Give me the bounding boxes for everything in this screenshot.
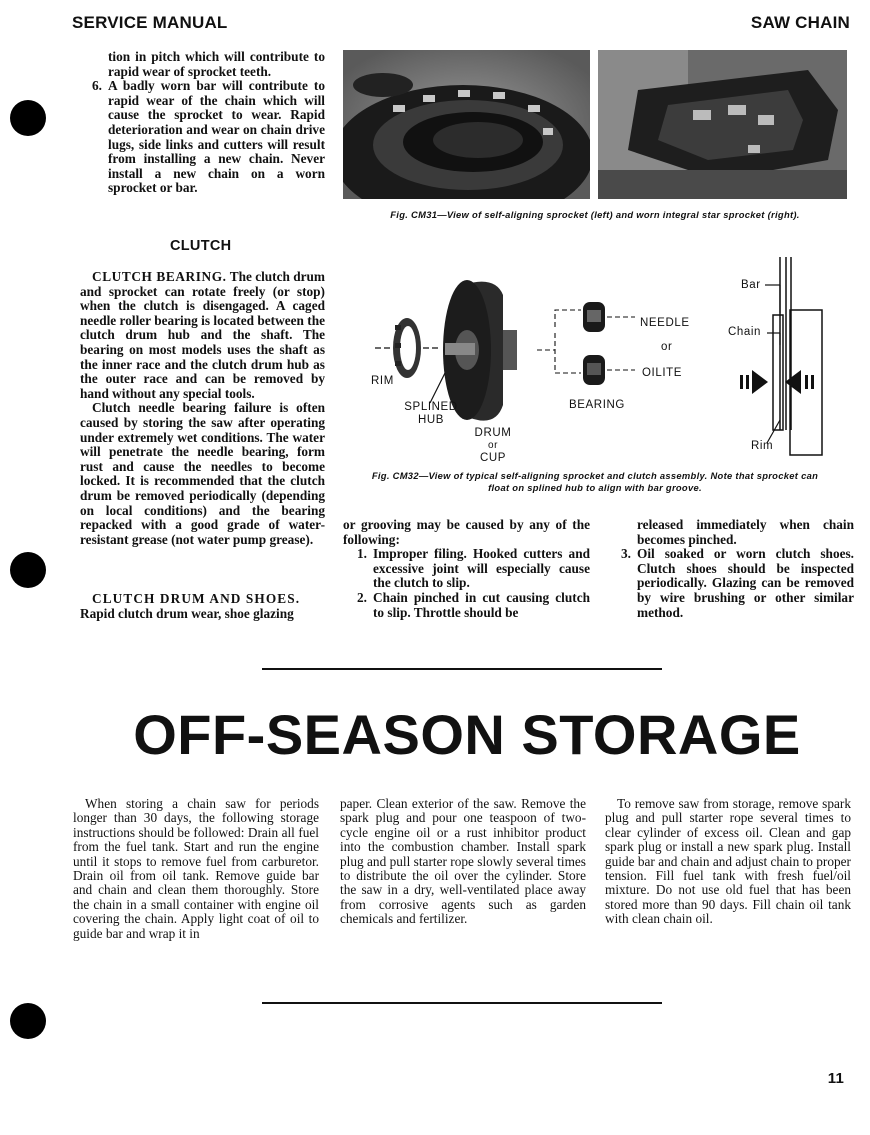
storage-col2 bbox=[340, 797, 586, 927]
list-item-6 bbox=[80, 79, 325, 196]
label-splined-hub bbox=[401, 401, 461, 427]
photo-self-aligning-sprocket bbox=[343, 50, 590, 199]
label-chain: Chain bbox=[728, 326, 762, 338]
header-left: SERVICE MANUAL bbox=[72, 13, 228, 32]
list-item-3 bbox=[605, 547, 854, 620]
list-number: 6. bbox=[92, 78, 102, 94]
list-number: 3. bbox=[621, 546, 631, 562]
col3-continuation: released immediately when chain becomes pinched. bbox=[637, 517, 854, 547]
binder-hole-top bbox=[10, 100, 46, 136]
label-hub: HUB bbox=[417, 414, 445, 426]
continuation-text: tion in pitch which will contribute to rapid wear of sprocket teeth. bbox=[108, 49, 325, 79]
label-drum-cup bbox=[467, 427, 519, 464]
list-item-1 bbox=[343, 547, 590, 591]
clutch-bearing-body: The clutch drum and sprocket can rotate freely (or stop) when the clutch is disengaged. A caged needle roller bearing is located between the clutch drum hub and the shaft. The bearing on most models uses the shaft as the inner race and the clutch drum hub as the outer race and can be removed by hand without any special tools. bbox=[80, 269, 326, 401]
label-rim-right: Rim bbox=[751, 440, 774, 452]
storage-col2-text: paper. Clean exterior of the saw. Remove the spark plug and pour one teaspoon of two-cycle engine oil or a rust inhibitor product into the combustion chamber. Install spark plug and pull starter rope slowly several times to distribute the oil over the cylinder. Store the saw in a dry, well-ventilated place away from corrosive agents such as garden chemicals and fertilizer. bbox=[340, 796, 586, 927]
binder-hole-bottom bbox=[10, 1003, 46, 1039]
figure-caption-cm31: Fig. CM31—View of self-aligning sprocket (left) and worn integral star sprocket (right). bbox=[390, 209, 800, 220]
list-text: Chain pinched in cut causing clutch to slip. Throttle should be bbox=[373, 589, 590, 620]
label-drum: DRUM bbox=[474, 427, 512, 439]
clutch-drum-body: Rapid clutch drum wear, shoe glazing bbox=[80, 605, 294, 621]
label-rim: RIM bbox=[371, 375, 394, 387]
list-text: Improper filing. Hooked cutters and excessive joint will especially cause the clutch to slip. bbox=[373, 546, 590, 591]
list-text: A badly worn bar will contribute to rapid wear of the chain which will cause the sprocket to wear. Rapid deterioration and wear on chain drive lugs, side links and cutters will result from installing a new chain. Never install a new chain on a worn sprocket or bar. bbox=[108, 78, 325, 196]
label-oilite: OILITE bbox=[642, 367, 683, 379]
header-right: SAW CHAIN bbox=[750, 13, 850, 32]
clutch-bearing-text bbox=[80, 270, 325, 547]
label-needle: NEEDLE bbox=[640, 317, 690, 329]
clutch-bearing-para2: Clutch needle bearing failure is often caused by storing the saw after operating under extremely wet conditions. The water will penetrate the needle bearing, form rust and cause the needles to become locked. It is recommended that the clutch drum be removed periodically (depending on local conditions) and the bearing repacked with a good grade of water-resistant grease (not water pump grease). bbox=[80, 400, 325, 547]
list-number: 2. bbox=[357, 589, 367, 605]
col1-top-text bbox=[80, 50, 325, 196]
figure-caption-cm32: Fig. CM32—View of typical self-aligning sprocket and clutch assembly. Note that sprocket can float on splined hub to align with bar groove. bbox=[371, 470, 819, 493]
col2-intro: or grooving may be caused by any of the following: bbox=[343, 517, 590, 547]
list-item-2 bbox=[343, 591, 590, 620]
storage-col3 bbox=[605, 797, 851, 927]
storage-col3-text: To remove saw from storage, remove spark plug and pull starter rope several times to clear cylinder of excess oil. Clean and gap spark plug or install a new spark plug. Install guide bar and chain and adjust chain to proper tension. Fill fuel tank with fresh fuel/oil mixture. Do not use old fuel that has been stored more than 90 days. Fill chain oil tank with clean chain oil. bbox=[605, 796, 851, 927]
col2-lower-text bbox=[343, 518, 590, 620]
section-heading-clutch: CLUTCH bbox=[170, 238, 232, 254]
binder-hole-middle bbox=[10, 552, 46, 588]
clutch-drum-text bbox=[80, 592, 325, 621]
storage-col1 bbox=[73, 797, 319, 941]
label-bearing: BEARING bbox=[569, 399, 625, 411]
label-or-drum: or bbox=[487, 440, 499, 451]
storage-col1-text: When storing a chain saw for periods longer than 30 days, the following storage instructions should be followed: Drain all fuel from the fuel tank. Start and run the engine until it stops to remove fuel from carburetor. Drain oil from oil tank. Remove guide bar and chain and clean them thoroughly. Store the chain in a small container with engine oil covering the chain. Apply light coat of oil to guide bar and wrap it in bbox=[73, 796, 319, 941]
col3-lower-text bbox=[605, 518, 854, 620]
storage-title: OFF-SEASON STORAGE bbox=[133, 703, 801, 766]
label-splined: SPLINED bbox=[404, 401, 458, 413]
clutch-bearing-heading: CLUTCH BEARING. bbox=[92, 269, 227, 284]
photo-worn-star-sprocket bbox=[598, 50, 847, 199]
list-text: Oil soaked or worn clutch shoes. Clutch shoes should be inspected periodically. Glazing can be removed by wire brushing or other similar method. bbox=[637, 546, 854, 620]
diagram-clutch-assembly bbox=[355, 255, 855, 465]
divider-top bbox=[262, 668, 662, 670]
label-or-bearing: or bbox=[661, 341, 673, 353]
label-bar: Bar bbox=[741, 279, 761, 291]
list-number: 1. bbox=[357, 546, 367, 562]
divider-bottom bbox=[262, 1002, 662, 1004]
page-number: 11 bbox=[827, 1070, 844, 1087]
clutch-drum-heading: CLUTCH DRUM AND SHOES. bbox=[92, 591, 301, 606]
label-cup: CUP bbox=[479, 452, 507, 464]
